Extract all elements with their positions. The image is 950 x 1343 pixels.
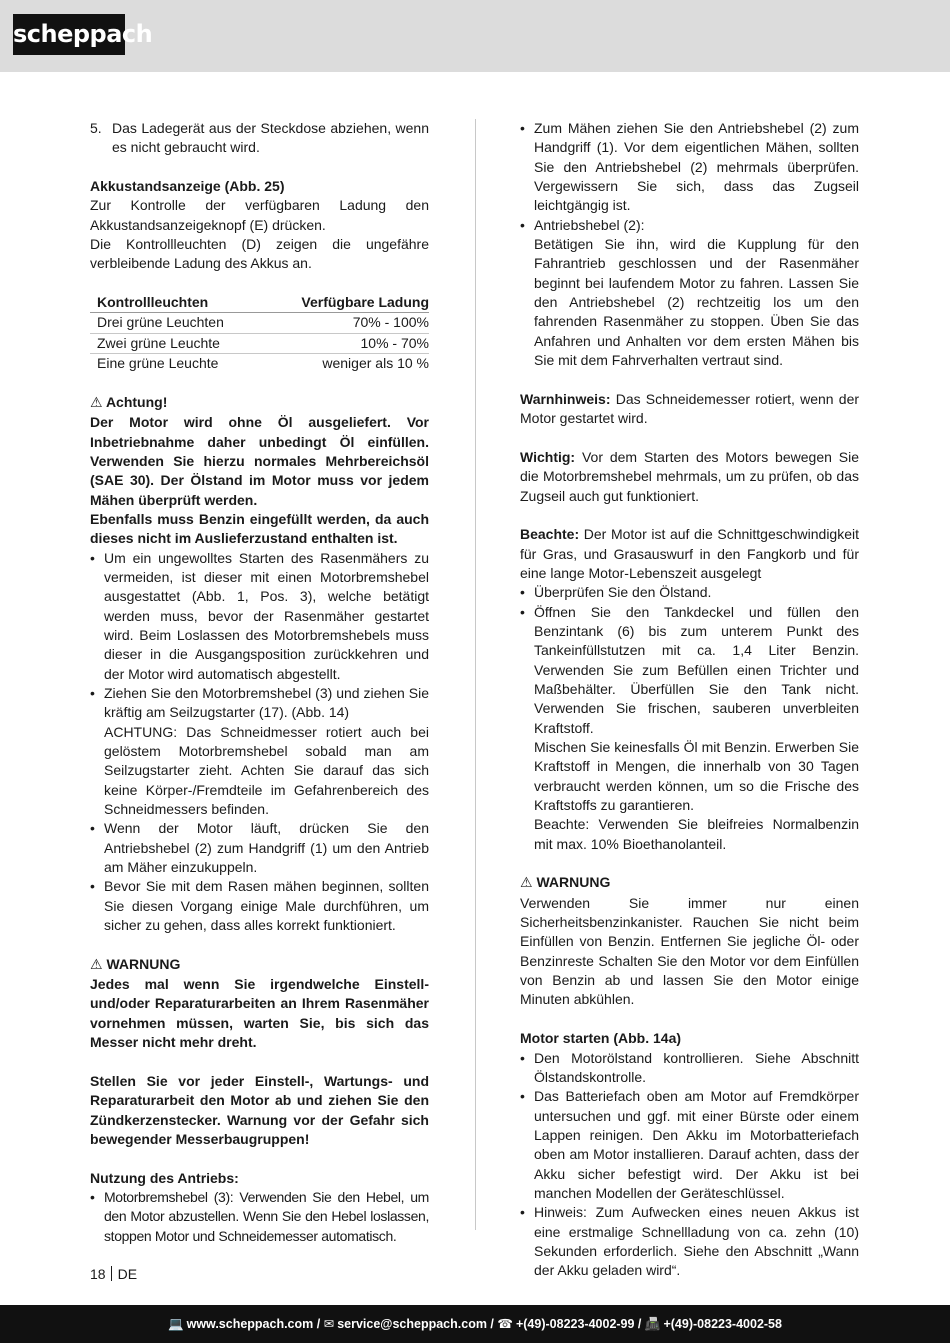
warnung-paragraph-1: Jedes mal wenn Sie irgendwelche Einstell- und/oder Reparaturarbeiten an Ihrem Rasenmäher vornehmen müssen, warten Sie, bis sich das Messer nicht mehr dreht. bbox=[90, 976, 429, 1051]
item-number: 5. bbox=[90, 120, 102, 136]
wichtig-text: Vor dem Starten des Motors bewegen Sie die Motorbremshebel mehrmals, um zu prüfen, ob das Zugseil auch gut funktioniert. bbox=[520, 448, 859, 504]
scheppach-logo: scheppach bbox=[13, 14, 125, 55]
nutzung-heading: Nutzung des Antriebs: bbox=[90, 1169, 239, 1186]
table-cell: Eine grüne Leuchte bbox=[97, 355, 219, 372]
item-text: Das Ladegerät aus der Steckdose abziehen, wenn es nicht gebraucht wird. bbox=[112, 120, 429, 156]
list-item-text: Betätigen Sie ihn, wird die Kupplung für den Fahrantrieb geschlossen und der Rasenmäher beginnt bei laufendem Motor zu fahren. Lassen Sie den Antriebshebel (2) rechtzeitig los um den fahrenden Rasenmäher zu stoppen. Üben Sie das Anfahren und Anhalten vor dem ersten Mähen bis Sie mit dem Fahrverhalten vertraut sind. bbox=[534, 236, 859, 369]
warnung-title bbox=[520, 873, 859, 893]
footer-phone: +(49)-08223-4002-99 / bbox=[515, 1317, 642, 1331]
table-cell: Drei grüne Leuchten bbox=[90, 313, 264, 333]
warnung-title-text: WARNUNG bbox=[106, 955, 181, 972]
list-item: • Zum Mähen ziehen Sie den Antriebshebel (2) zum Handgriff (1). Vor dem eigentlichen Mähen, sollten Sie den Antriebshebel (2) mehrmals überprüfen. Vergewissern Sie sich, dass das Zugseil leichtgängig ist. bbox=[520, 119, 859, 216]
achtung-paragraph-2: Ebenfalls muss Benzin eingefüllt werden, da auch dieses nicht im Auslieferzustand enthalten ist. bbox=[90, 510, 429, 547]
computer-icon: 💻 bbox=[168, 1316, 184, 1331]
table-cell: 10% - 70% bbox=[264, 333, 429, 353]
achtung-title-text: Achtung! bbox=[105, 393, 168, 410]
numbered-item-5 bbox=[90, 119, 429, 158]
beachte-paragraph bbox=[520, 525, 859, 583]
list-item bbox=[520, 603, 859, 854]
list-item-text: Ziehen Sie den Motorbremshebel (3) und ziehen Sie kräftig am Seilzugstarter (17). (Abb. 14) bbox=[104, 684, 429, 721]
list-item: • Bevor Sie mit dem Rasen mähen beginnen, sollten Sie diesen Vorgang einige Male durchführen, um sicher zu gehen, dass alles korrekt funktioniert. bbox=[90, 877, 429, 935]
footer-website[interactable]: www.scheppach.com / bbox=[186, 1317, 321, 1331]
akku-paragraph-2: Die Kontrollleuchten (D) zeigen die ungefähre verbleibende Ladung des Akkus an. bbox=[90, 236, 429, 272]
list-item-text: Beachte: Verwenden Sie bleifreies Normalbenzin mit max. 10% Bioethanolanteil. bbox=[534, 816, 859, 852]
list-item: • Hinweis: Zum Aufwecken eines neuen Akkus ist eine erstmalige Schnellladung von ca. zehn (10) Sekunden erforderlich. Siehe den Abschnitt „Wann der Akku geladen wird“. bbox=[520, 1203, 859, 1280]
table-header-kontrollleuchten: Kontrollleuchten bbox=[90, 293, 264, 313]
page-header bbox=[0, 0, 950, 72]
achtung-title bbox=[90, 393, 429, 413]
list-item: • Den Motorölstand kontrollieren. Siehe Abschnitt Ölstandskontrolle. bbox=[520, 1049, 859, 1088]
footer-fax: +(49)-08223-4002-58 bbox=[663, 1317, 782, 1331]
table-header-ladung: Verfügbare Ladung bbox=[264, 293, 429, 313]
akku-heading: Akkustandsanzeige (Abb. 25) bbox=[90, 178, 285, 195]
safety-bullet-list bbox=[90, 549, 429, 936]
warnung-title-text: WARNUNG bbox=[536, 874, 611, 891]
warnung-title bbox=[90, 955, 429, 975]
warnung-paragraph-2: Stellen Sie vor jeder Einstell-, Wartungs- und Reparaturarbeit den Motor ab und ziehen Sie den Zündkerzenstecker. Warnung vor der Gefahr sich bewegender Messerbaugruppen! bbox=[90, 1072, 429, 1147]
list-item: • Motorbremshebel (3): Verwenden Sie den Hebel, um den Motor abzustellen. Wenn Sie den Hebel loslassen, stoppen Motor und Schneidemesser automatisch. bbox=[90, 1188, 429, 1246]
table-row bbox=[90, 313, 429, 333]
list-item-text: Mischen Sie keinesfalls Öl mit Benzin. Erwerben Sie Kraftstoff in Mengen, die innerhalb von 30 Tagen verbraucht werden können, um so die Frische des Kraftstoffs zu garantieren. bbox=[534, 739, 859, 814]
table-row bbox=[90, 354, 429, 374]
akku-paragraph-1: Zur Kontrolle der verfügbaren Ladung den Akkustandsanzeigeknopf (E) drücken. bbox=[90, 197, 429, 233]
page-number bbox=[90, 1265, 137, 1284]
warnhinweis-paragraph bbox=[520, 390, 859, 429]
list-item: • Das Batteriefach oben am Motor auf Fremdkörper untersuchen und ggf. mit einer Bürste oder einem Lappen reinigen. Den Akku im Motorbatteriefach oben am Motor installieren. Darauf achten, dass der Akku sicher befestigt wird. Der Akku ist bei manchen Modellen der Geräteschlüssel. bbox=[520, 1087, 859, 1203]
list-item: • Um ein ungewolltes Starten des Rasenmähers zu vermeiden, ist dieser mit einen Motorbremshebel ausgestattet (Abb. 1, Pos. 3), welche betätigt werden muss, bevor der Rasenmäher gestartet wird. Beim Loslassen des Motorbremshebels muss dieser in die Ausgangsposition zurückkehren und der Motor wird automatisch abgestellt. bbox=[90, 549, 429, 684]
list-item-note: ACHTUNG: Das Schneidmesser rotiert auch bei gelöstem Motorbremshebel sobald man am Seilzugstarter zieht. Achten Sie darauf das sich keine Körper-/Fremdteile im Gefahrenbereich des Schneidmessers befinden. bbox=[104, 723, 429, 818]
motor-starten-bullet-list bbox=[520, 1049, 859, 1281]
nutzung-bullet-list bbox=[90, 1188, 429, 1246]
footer-email[interactable]: service@scheppach.com / bbox=[337, 1317, 494, 1331]
page-number-value: 18 bbox=[90, 1266, 106, 1282]
list-item-head: Antriebshebel (2): bbox=[534, 216, 645, 233]
warning-triangle-icon: ⚠ bbox=[90, 394, 103, 411]
list-item bbox=[520, 216, 859, 371]
column-divider bbox=[475, 119, 476, 1230]
table-cell: weniger als 10 % bbox=[322, 355, 429, 372]
page-language: DE bbox=[117, 1266, 138, 1282]
warnhinweis-text: Das Schneidemesser rotiert, wenn der Motor gestartet wird. bbox=[520, 390, 860, 427]
right-column bbox=[520, 119, 859, 1281]
beachte-bullet-list bbox=[520, 583, 859, 854]
antrieb-bullet-list bbox=[520, 119, 859, 370]
phone-icon: ☎ bbox=[497, 1316, 513, 1331]
warnhinweis-label: Warnhinweis: bbox=[520, 390, 611, 407]
wichtig-label: Wichtig: bbox=[520, 448, 576, 465]
table-cell: 70% - 100% bbox=[264, 313, 429, 333]
charge-level-table bbox=[90, 293, 429, 373]
table-header-row bbox=[90, 293, 429, 313]
warning-triangle-icon: ⚠ bbox=[520, 875, 533, 892]
wichtig-paragraph bbox=[520, 448, 859, 506]
list-item: • Wenn der Motor läuft, drücken Sie den Antriebshebel (2) zum Handgriff (1) um den Antrieb am Mäher einzukuppeln. bbox=[90, 819, 429, 877]
warnung-paragraph: Verwenden Sie immer nur einen Sicherheitsbenzinkanister. Rauchen Sie nicht beim Einfüllen von Benzin. Entfernen Sie jegliche Öl- oder Benzinreste Schalten Sie den Motor vor dem Einfüllen von Benzin ab und lassen Sie den Motor einige Minuten abkühlen. bbox=[520, 894, 859, 1008]
achtung-paragraph-1: Der Motor wird ohne Öl ausgeliefert. Vor Inbetriebnahme daher unbedingt Öl einfüllen. Verwenden Sie hierzu normales Mehrbereichsöl (SAE 30). Der Ölstand im Motor muss vor jedem Mähen überprüft werden. bbox=[90, 414, 429, 508]
list-item-text: Öffnen Sie den Tankdeckel und füllen den Benzintank (6) bis zum unterem Punkt des Tankeinfüllstutzen mit ca. 1,4 Liter Benzin. Verwenden Sie zum Befüllen einen Trichter und Maßbehälter. Überfüllen Sie den Tank nicht. Verwenden Sie frischen, sauberen unverbleiten Kraftstoff. bbox=[534, 603, 859, 736]
table-cell: Zwei grüne Leuchte bbox=[90, 333, 264, 353]
left-column bbox=[90, 119, 429, 1246]
email-icon: ✉ bbox=[323, 1316, 335, 1331]
warning-triangle-icon: ⚠ bbox=[90, 956, 103, 973]
beachte-label: Beachte: bbox=[520, 526, 580, 543]
list-item: • Überprüfen Sie den Ölstand. bbox=[520, 583, 859, 602]
page-number-separator bbox=[111, 1266, 112, 1281]
list-item bbox=[90, 684, 429, 819]
table-row bbox=[90, 333, 429, 353]
beachte-text: Der Motor ist auf die Schnittgeschwindigkeit für Gras, und Grasauswurf in den Fangkorb und für eine lange Motor-Lebenszeit ausgelegt bbox=[520, 526, 859, 581]
page-footer bbox=[0, 1305, 950, 1343]
fax-icon: 📠 bbox=[644, 1316, 661, 1331]
motor-starten-heading: Motor starten (Abb. 14a) bbox=[520, 1030, 682, 1047]
